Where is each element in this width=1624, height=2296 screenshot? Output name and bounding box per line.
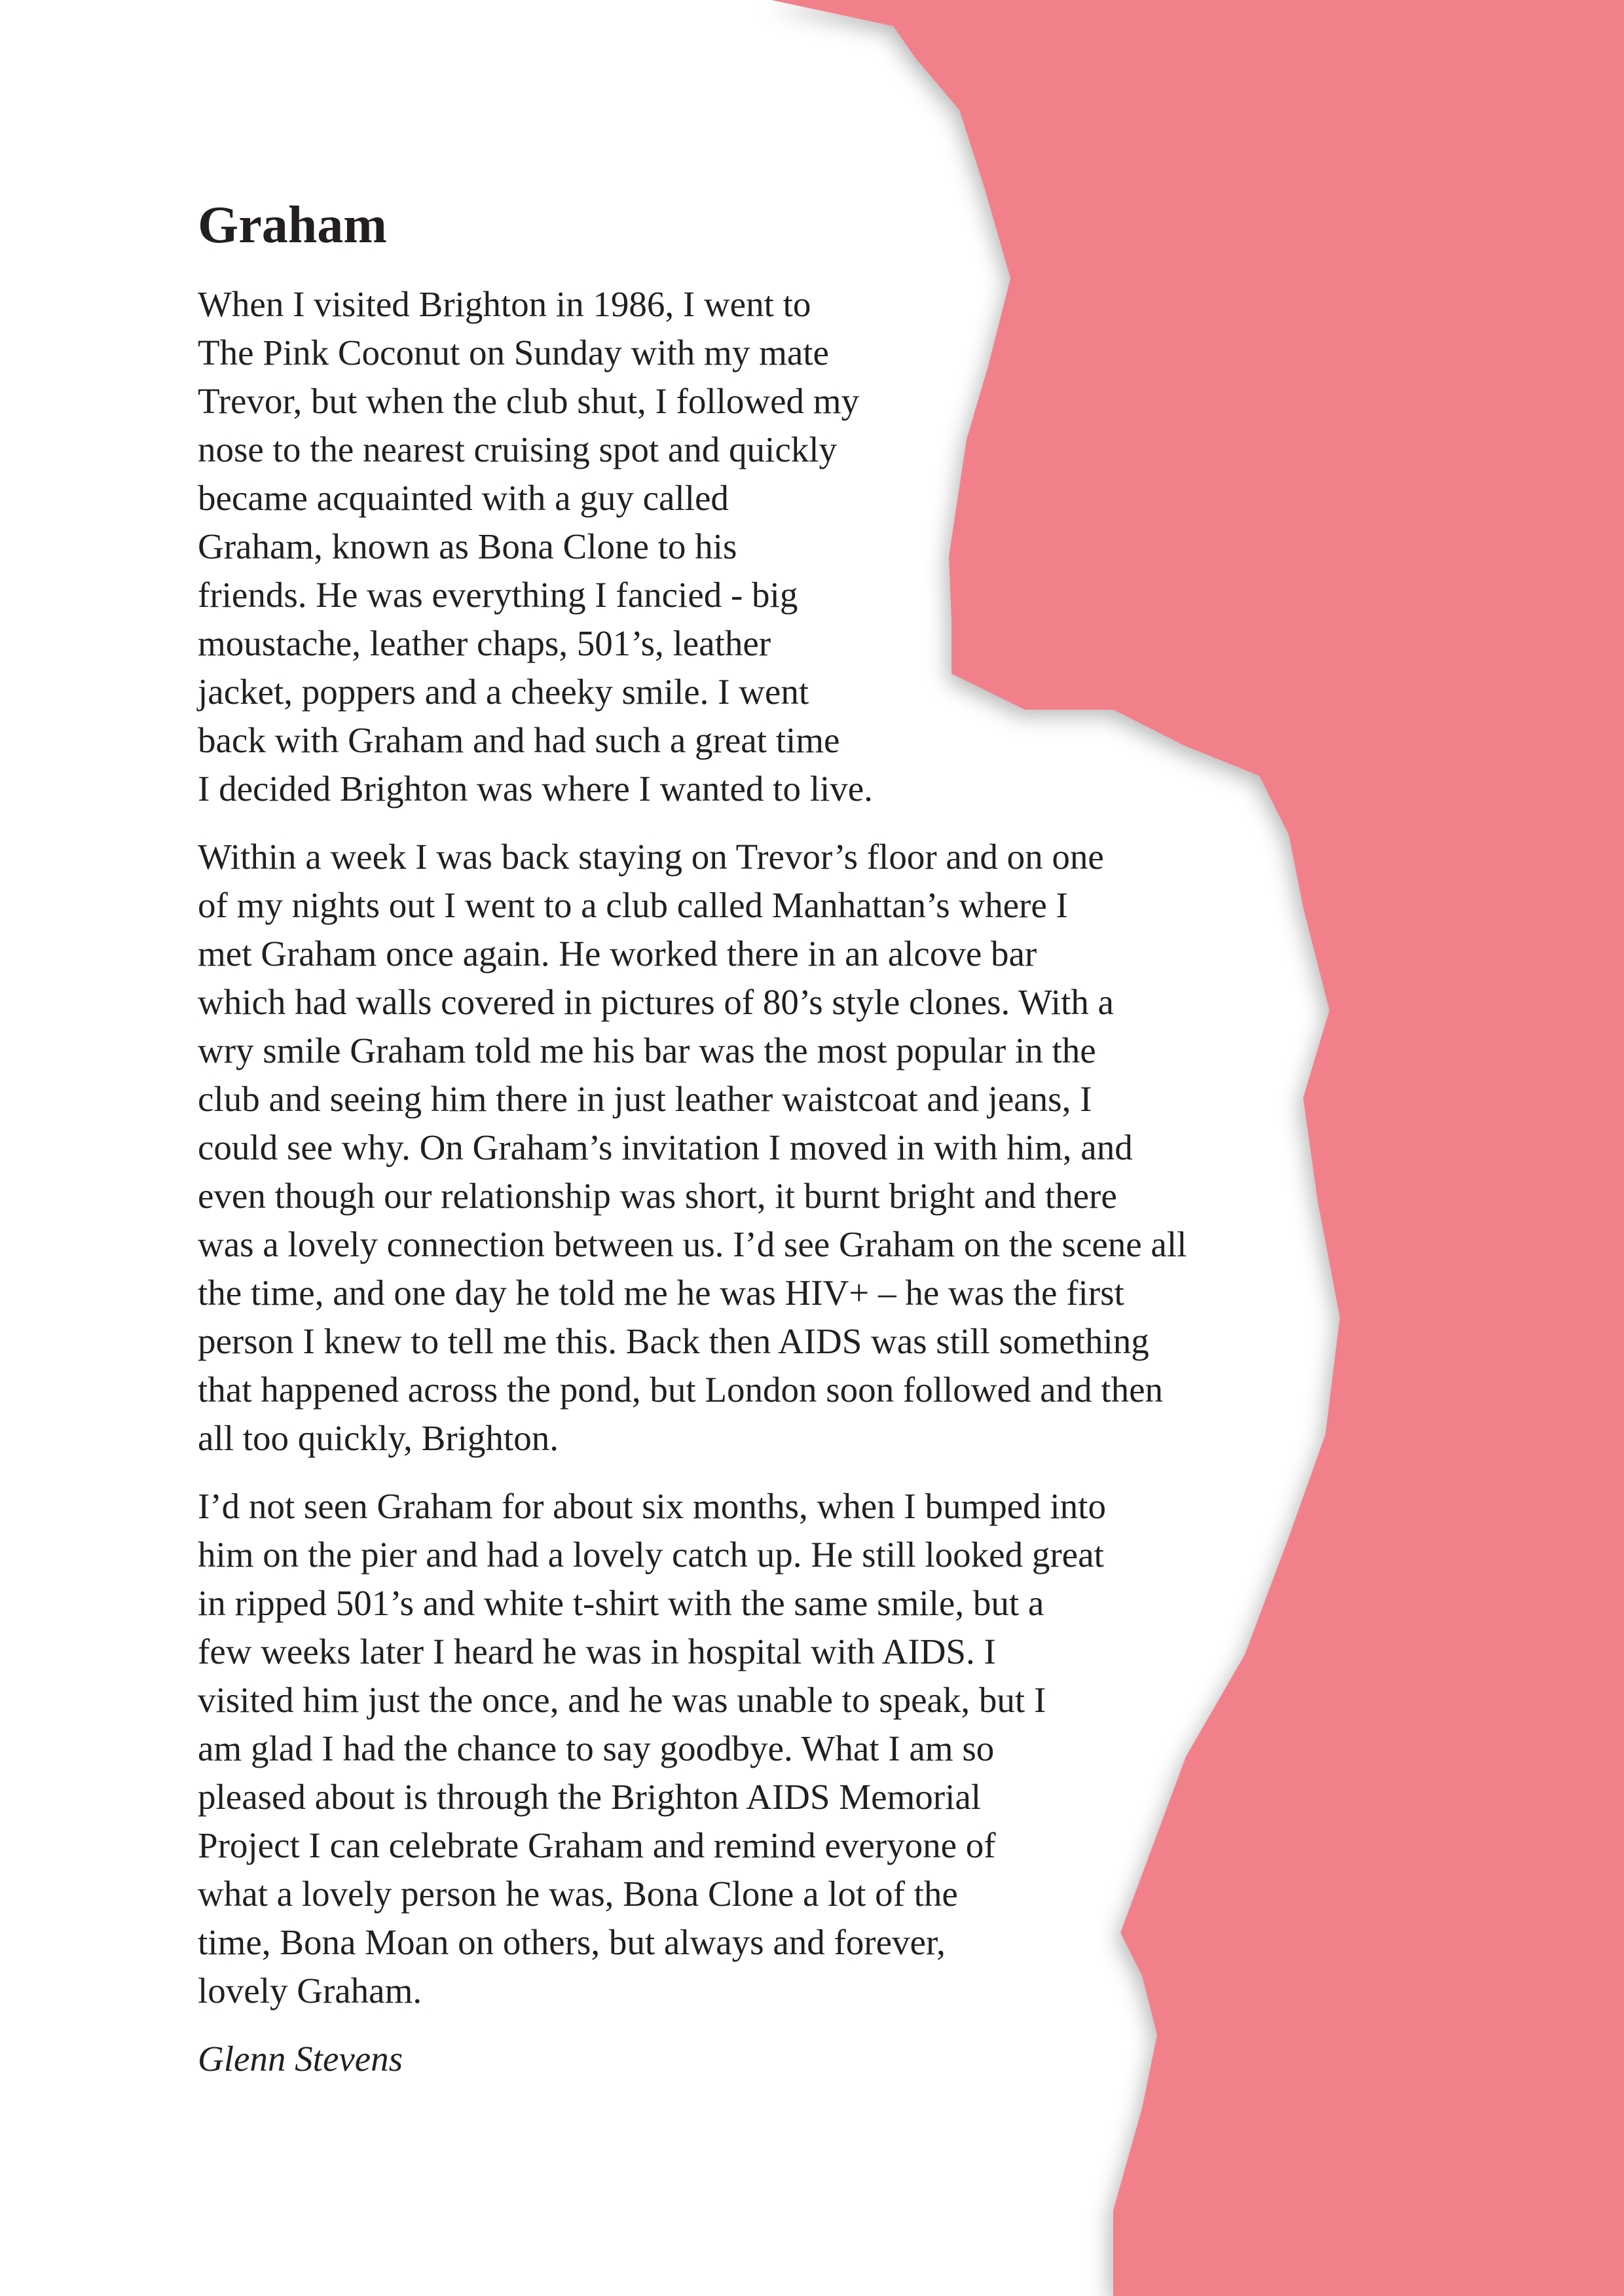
paragraph xyxy=(198,833,1187,1463)
text-line: club and seeing him there in just leather waistcoat and jeans, I xyxy=(198,1079,1092,1119)
text-line: became acquainted with a guy called xyxy=(198,478,729,518)
text-line: visited him just the once, and he was unable to speak, but I xyxy=(198,1680,1046,1720)
text-line: moustache, leather chaps, 501’s, leather xyxy=(198,623,771,663)
article xyxy=(198,196,1187,2083)
text-line: met Graham once again. He worked there in an alcove bar xyxy=(198,934,1037,974)
text-line: time, Bona Moan on others, but always and forever, xyxy=(198,1922,946,1962)
text-line: back with Graham and had such a great time xyxy=(198,720,840,760)
text-line: Within a week I was back staying on Trevor’s floor and on one xyxy=(198,837,1104,877)
text-line: Graham, known as Bona Clone to his xyxy=(198,526,737,566)
text-line: friends. He was everything I fancied - big xyxy=(198,575,798,615)
text-line: lovely Graham. xyxy=(198,1971,422,2011)
text-line: Project I can celebrate Graham and remind everyone of xyxy=(198,1825,996,1865)
text-line: The Pink Coconut on Sunday with my mate xyxy=(198,333,829,373)
text-line: which had walls covered in pictures of 80’s style clones. With a xyxy=(198,982,1114,1022)
text-line: of my nights out I went to a club called Manhattan’s where I xyxy=(198,885,1068,925)
text-line: nose to the nearest cruising spot and quickly xyxy=(198,429,838,469)
text-line: him on the pier and had a lovely catch up. He still looked great xyxy=(198,1535,1104,1575)
text-line: person I knew to tell me this. Back then AIDS was still something xyxy=(198,1321,1149,1361)
text-line: few weeks later I heard he was in hospital with AIDS. I xyxy=(198,1631,996,1671)
text-line: When I visited Brighton in 1986, I went to xyxy=(198,284,811,324)
text-line: that happened across the pond, but London soon followed and then xyxy=(198,1370,1163,1410)
text-line: in ripped 501’s and white t-shirt with the same smile, but a xyxy=(198,1583,1044,1623)
text-line: I decided Brighton was where I wanted to live. xyxy=(198,769,873,809)
text-line: could see why. On Graham’s invitation I moved in with him, and xyxy=(198,1127,1133,1167)
text-line: all too quickly, Brighton. xyxy=(198,1418,559,1458)
text-line: I’d not seen Graham for about six months, when I bumped into xyxy=(198,1486,1106,1526)
text-line: am glad I had the chance to say goodbye. What I am so xyxy=(198,1728,995,1768)
text-line: was a lovely connection between us. I’d see Graham on the scene all xyxy=(198,1224,1187,1264)
article-title: Graham xyxy=(198,196,387,254)
text-line: pleased about is through the Brighton AIDS Memorial xyxy=(198,1777,982,1817)
text-line: even though our relationship was short, it burnt bright and there xyxy=(198,1176,1117,1216)
text-line: the time, and one day he told me he was HIV+ – he was the first xyxy=(198,1273,1124,1313)
paragraph xyxy=(198,280,1187,813)
text-line: Trevor, but when the club shut, I followed my xyxy=(198,381,860,421)
text-line: jacket, poppers and a cheeky smile. I went xyxy=(198,672,809,712)
paragraph xyxy=(198,1482,1187,2015)
author-signature: Glenn Stevens xyxy=(198,2039,403,2079)
text-line: wry smile Graham told me his bar was the most popular in the xyxy=(198,1030,1096,1070)
text-line: what a lovely person he was, Bona Clone a lot of the xyxy=(198,1874,958,1914)
